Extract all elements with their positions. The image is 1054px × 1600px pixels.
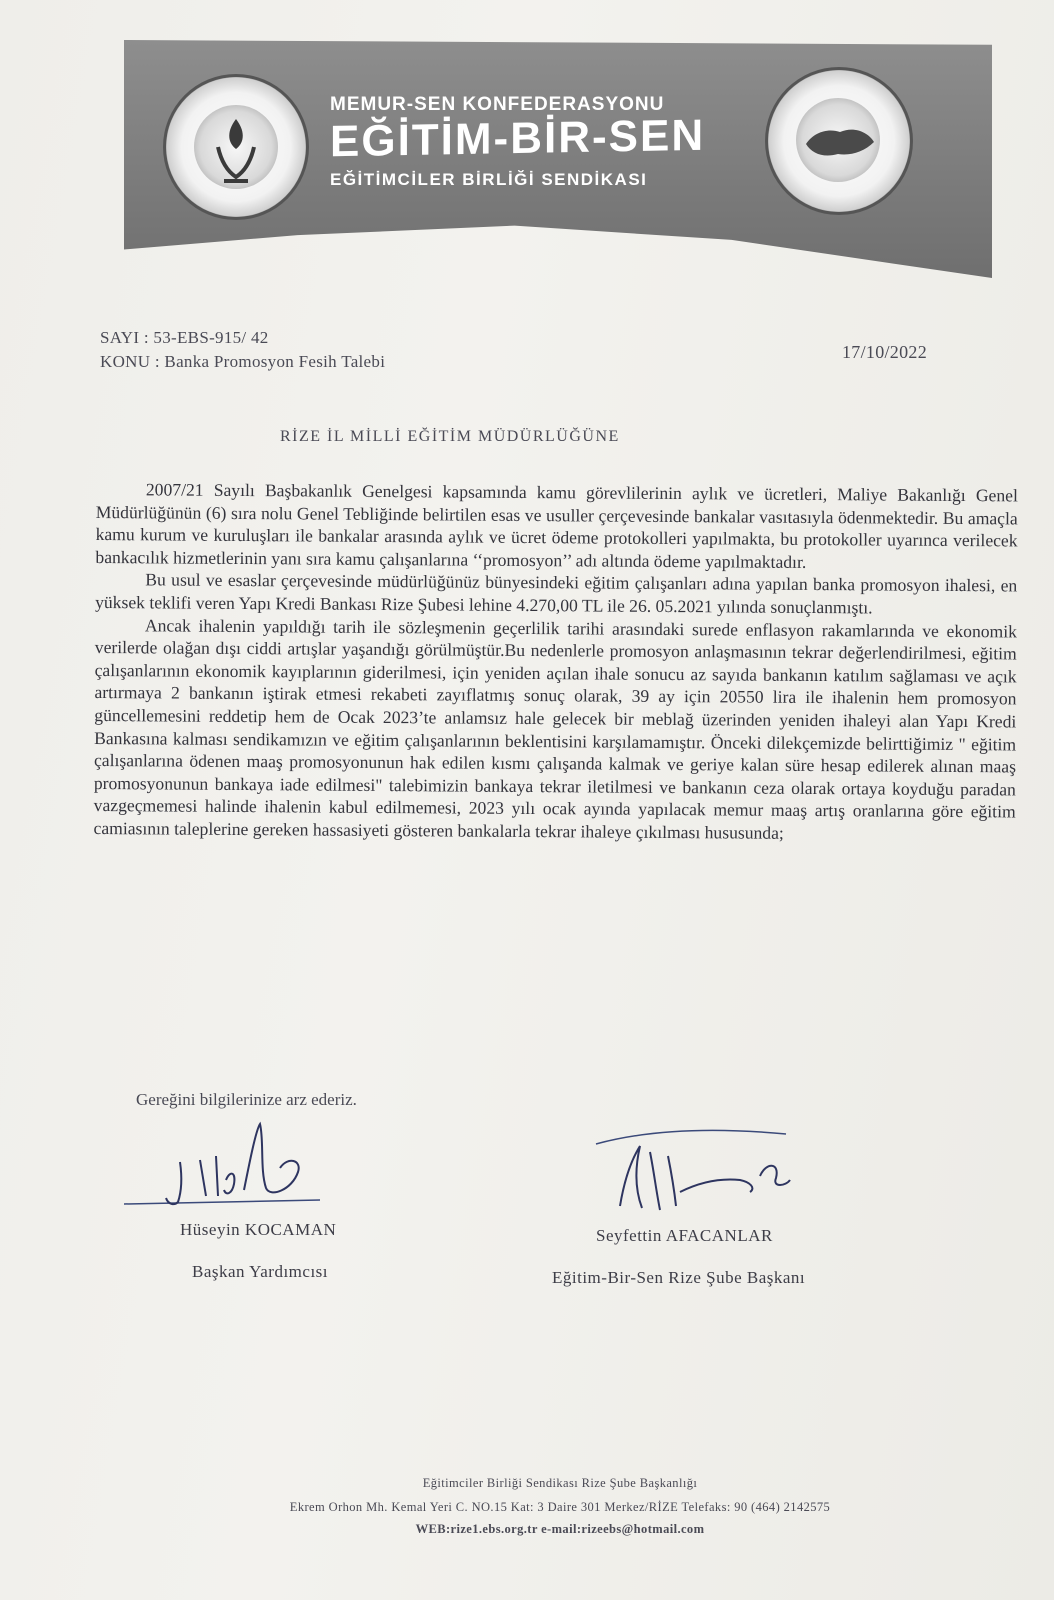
subject-line: KONU : Banka Promosyon Fesih Talebi <box>100 352 386 371</box>
signature-right <box>590 1122 810 1222</box>
footer-org: Eğitimciler Birliği Sendikası Rize Şube Başkanlığı <box>422 1476 698 1490</box>
paragraph-3: Ancak ihalenin yapıldığı tarih ile sözleşmenin geçerlilik tarihi arasındaki surede enflasyon rakamlarında ve ekonomik verilerde olağan dışı ciddi artışlar yaşandığı görülmüştür.Bu nedenlerle promosyon anlaşmasının tekrar değerlendirilmesi, eğitim çalışanlarının ekonomik kayıplarının giderilmesi, için yeniden açılan ihale sonucu az sayıda bankanın katılım sağlaması ve açık artırmaya 2 bankanın iştirak etmesi rekabeti zayıflatmış sonuç olarak, 39 ay için 20550 lira ile ihalenin hem promosyon güncellemesini reddetip hem de Ocak 2023’te anlamsız hale gelecek bir meblağ üzerinden yeniden ihaleyi alan Yapı Kredi Bankasına kalması sendikamızın ve eğitim çalışanlarının beklentisini karşılamamıştır. Önceki dilekçemizde belirttiğimiz " eğitim çalışanlarına ödenen maaş promosyonunun hak edilen kısmı çalışanda kalmak ve geriye kalan süre hesap edilerek alınan maaş promosyonunun bankaya iade edilmesi" talebimizin bankaya tekrar iletilmesi ve bankanın ceza olarak ortaya koyduğu paradan vazgeçmemesi halinde ihalenin kabul edilmemesi, 2023 yılı ocak ayında yapılacak memur maaş artış oranlarına göre eğitim camiasının taleplerine gereken hassasiyeti gösteren bankalarla tekrar ihaleye çıkılması hususunda; <box>93 614 1018 843</box>
paragraph-1: 2007/21 Sayılı Başbakanlık Genelgesi kapsamında kamu görevlilerinin aylık ve ücretleri, Maliye Bakanlığı Genel Müdürlüğünün (6) sıra nolu Genel Tebliğinde belirtilen esas ve usuller çerçevesinde bankalar vasıtasıyla ödenmektedir. Bu amaçla kamu kurum ve kuruluşları ile bankalar arasında aylık ve ücret ödeme protokolleri yapılmakta, bu protokoller uyarınca verilecek bankacılık hizmetlerinin yanı sıra kamu çalışanlarına ‘‘promosyon’’ adı altında ödeme yapılmaktadır. <box>95 479 1018 572</box>
addressee: RİZE İL MİLLİ EĞİTİM MÜDÜRLÜĞÜNE <box>280 428 620 445</box>
left-signatory-name: Hüseyin KOCAMAN <box>180 1220 337 1239</box>
document-date: 17/10/2022 <box>842 342 928 362</box>
memur-sen-logo <box>768 70 910 212</box>
reference-number: SAYI : 53-EBS-915/ 42 <box>100 328 269 347</box>
footer-address: Ekrem Orhon Mh. Kemal Yeri C. NO.15 Kat: 3 Daire 301 Merkez/RİZE Telefaks: 90 (464) 2142575 <box>289 1500 831 1514</box>
letterhead-line-3: EĞİTİMCİLER BİRLİĞİ SENDİKASI <box>330 170 648 189</box>
signature-left <box>120 1120 340 1210</box>
torch-emblem-icon <box>166 77 306 217</box>
letterhead-line-2: EĞİTİM-BİR-SEN <box>330 110 706 167</box>
letterhead-line-1: MEMUR-SEN KONFEDERASYONU <box>330 94 665 115</box>
closing-line: Gereğini bilgilerinize arz ederiz. <box>136 1090 357 1109</box>
paragraph-2: Bu usul ve esaslar çerçevesinde müdürlüğünüz bünyesindeki eğitim çalışanları adına yapılan banka promosyon ihalesi, en yüksek teklifi veren Yapı Kredi Bankası Rize Şubesi lehine 4.270,00 TL ile 26. 05.2021 yılında sonuçlanmıştı. <box>95 569 1018 618</box>
right-signatory-name: Seyfettin AFACANLAR <box>596 1226 773 1245</box>
letter-body <box>93 478 1018 846</box>
footer-contact: WEB:rize1.ebs.org.tr e-mail:rizeebs@hotmail.com <box>415 1522 705 1536</box>
right-signatory-title: Eğitim-Bir-Sen Rize Şube Başkanı <box>552 1268 806 1287</box>
egitim-bir-sen-logo <box>166 77 306 217</box>
map-emblem-icon <box>768 70 910 212</box>
left-signatory-title: Başkan Yardımcısı <box>192 1262 328 1281</box>
